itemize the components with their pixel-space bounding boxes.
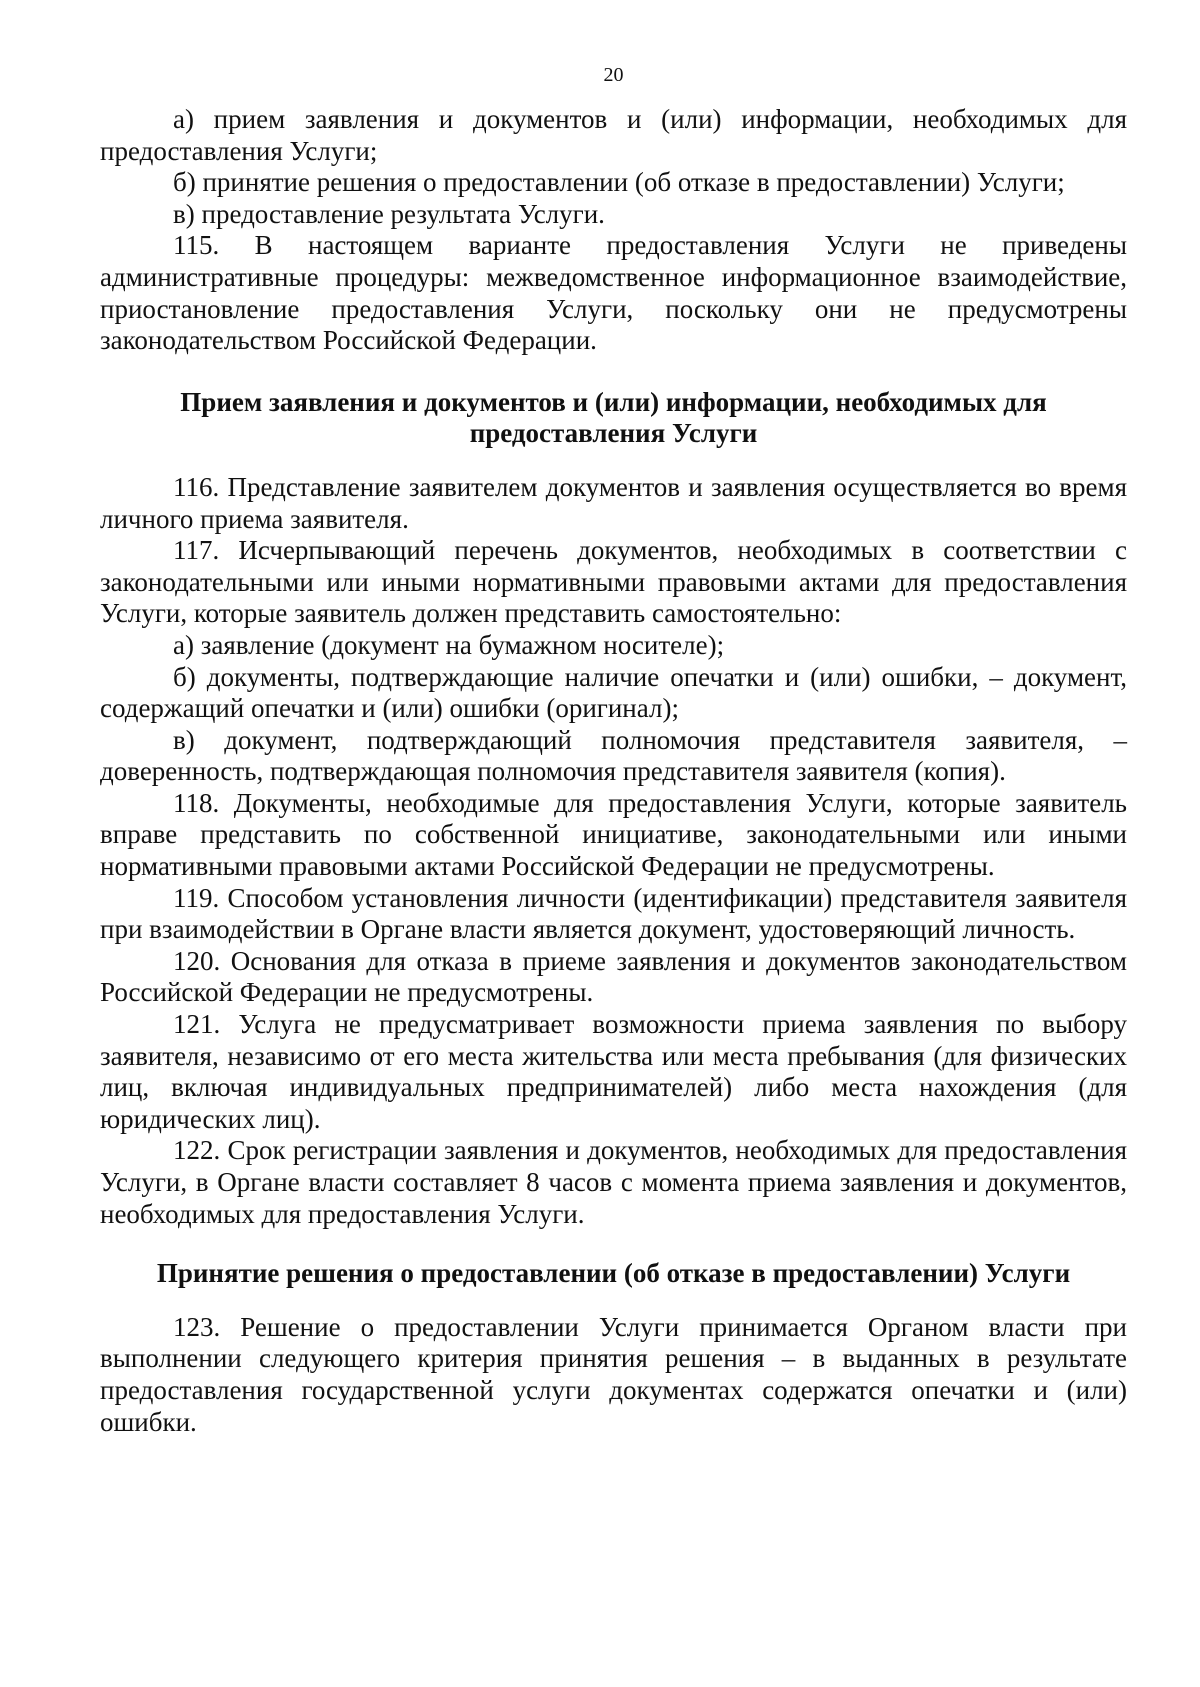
paragraph-119: 119. Способом установления личности (идентификации) представителя заявителя при взаимодействии в Органе власти является документ, удостоверяющий личность.	[100, 882, 1127, 945]
paragraph-118: 118. Документы, необходимые для предоставления Услуги, которые заявитель вправе представить по собственной инициативе, законодательными или иными нормативными правовыми актами Российской Федерации не предусмотрены.	[100, 787, 1127, 882]
paragraph-115: 115. В настоящем варианте предоставления Услуги не приведены административные процедуры: межведомственное информационное взаимодействие, приостановление предоставления Услуги, поскольку они не предусмотрены законодательством Российской Федерации.	[100, 230, 1127, 356]
section-heading-decision: Принятие решения о предоставлении (об отказе в предоставлении) Услуги	[156, 1258, 1071, 1289]
paragraph-117: 117. Исчерпывающий перечень документов, необходимых в соответствии с законодательными или иными нормативными правовыми актами для предоставления Услуги, которые заявитель должен представить самостоятельно:	[100, 535, 1127, 629]
intro-block	[100, 104, 1127, 357]
document-page	[100, 62, 1127, 1438]
paragraph-117-item-b: б) документы, подтверждающие наличие опечатки и (или) ошибки, – документ, содержащий опечатки и (или) ошибки (оригинал);	[100, 661, 1127, 724]
list-item-b: б) принятие решения о предоставлении (об отказе в предоставлении) Услуги;	[173, 167, 1065, 198]
paragraph-120: 120. Основания для отказа в приеме заявления и документов законодательством Российской Федерации не предусмотрены.	[100, 945, 1127, 1008]
paragraph-117-item-a: а) заявление (документ на бумажном носителе);	[173, 629, 725, 660]
section-decision-body	[100, 1312, 1127, 1438]
section-reception-body	[100, 472, 1127, 1230]
page-number: 20	[603, 64, 624, 86]
paragraph-121: 121. Услуга не предусматривает возможности приема заявления по выбору заявителя, независимо от его места жительства или места пребывания (для физических лиц, включая индивидуальных предпринимателей) либо места нахождения (для юридических лиц).	[100, 1009, 1127, 1134]
section-heading-reception: Прием заявления и документов и (или) информации, необходимых для предоставления Услуги	[180, 386, 1047, 449]
list-item-c: в) предоставление результата Услуги.	[173, 198, 605, 229]
paragraph-116: 116. Представление заявителем документов и заявления осуществляется во время личного приема заявителя.	[100, 471, 1127, 534]
list-item-a: а) прием заявления и документов и (или) информации, необходимых для предоставления Услуги;	[100, 104, 1127, 166]
paragraph-123: 123. Решение о предоставлении Услуги принимается Органом власти при выполнении следующего критерия принятия решения – в выданных в результате предоставления государственной услуги документах содержатся опечатки и (или) ошибки.	[100, 1311, 1127, 1437]
paragraph-122: 122. Срок регистрации заявления и документов, необходимых для предоставления Услуги, в Органе власти составляет 8 часов с момента приема заявления и документов, необходимых для предоставления Услуги.	[100, 1135, 1127, 1229]
paragraph-117-item-c: в) документ, подтверждающий полномочия представителя заявителя, – доверенность, подтверждающая полномочия представителя заявителя (копия).	[100, 724, 1127, 787]
